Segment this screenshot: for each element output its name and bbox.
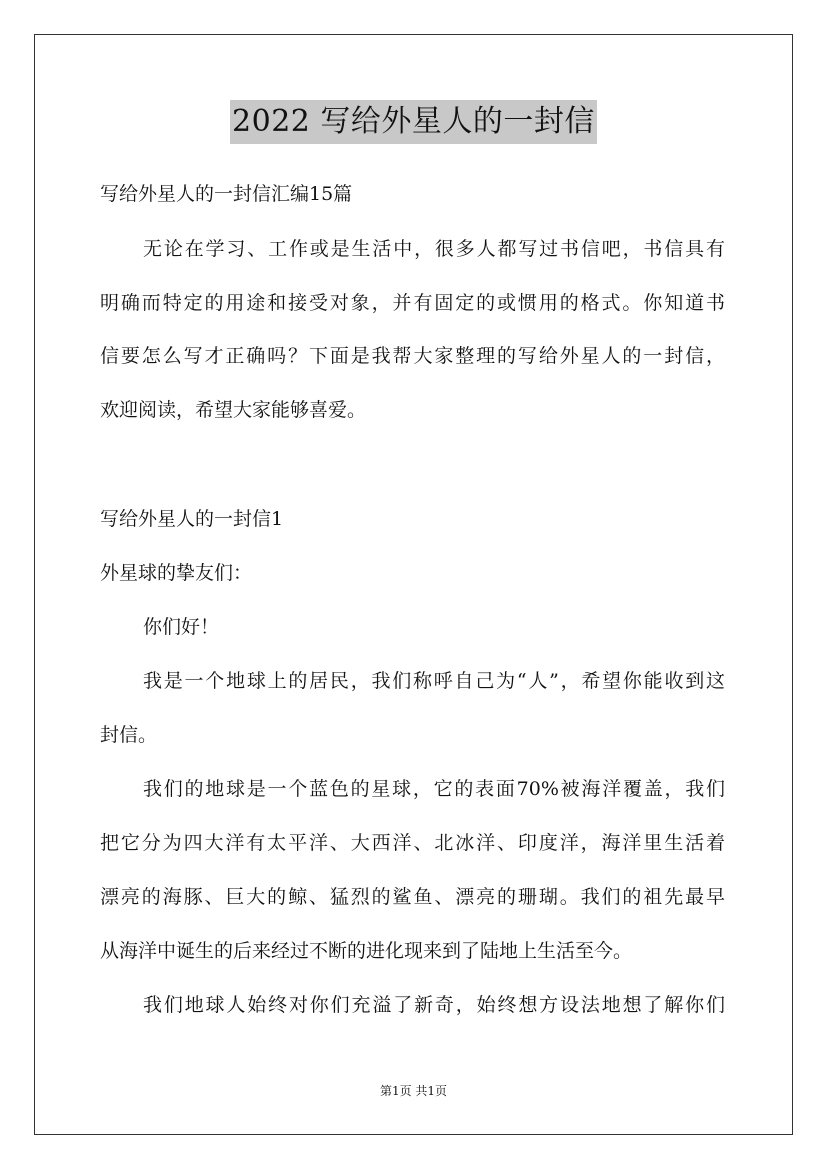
intro-line: 信要怎么写才正确吗？下面是我帮大家整理的写给外星人的一封信， (100, 345, 725, 367)
section-heading: 写给外星人的一封信1 (100, 508, 284, 530)
body-line: 从海洋中诞生的后来经过不断的进化现来到了陆地上生活至今。 (100, 940, 633, 962)
intro-line: 欢迎阅读，希望大家能够喜爱。 (100, 399, 367, 421)
title-container (0, 100, 827, 144)
intro-line: 无论在学习、工作或是生活中，很多人都写过书信吧，书信具有 (143, 238, 725, 260)
body-line: 我是一个地球上的居民，我们称呼自己为“人”，希望你能收到这 (143, 670, 725, 692)
page-footer: 第1页 共1页 (379, 1084, 448, 1098)
greeting: 你们好！ (143, 616, 220, 638)
intro-line: 明确而特定的用途和接受对象，并有固定的或惯用的格式。你知道书 (100, 292, 725, 314)
body-line: 把它分为四大洋有太平洋、大西洋、北冰洋、印度洋，海洋里生活着 (100, 832, 725, 854)
document-subtitle: 写给外星人的一封信汇编15篇 (100, 183, 353, 205)
body-line: 我们地球人始终对你们充溢了新奇，始终想方设法地想了解你们 (143, 994, 725, 1016)
salutation: 外星球的挚友们： (100, 562, 253, 584)
document-title: 2022 写给外星人的一封信 (230, 100, 597, 144)
body-line: 漂亮的海豚、巨大的鲸、猛烈的鲨鱼、漂亮的珊瑚。我们的祖先最早 (100, 886, 725, 908)
body-line: 我们的地球是一个蓝色的星球，它的表面70%被海洋覆盖，我们 (143, 778, 725, 800)
body-line: 封信。 (100, 724, 158, 746)
